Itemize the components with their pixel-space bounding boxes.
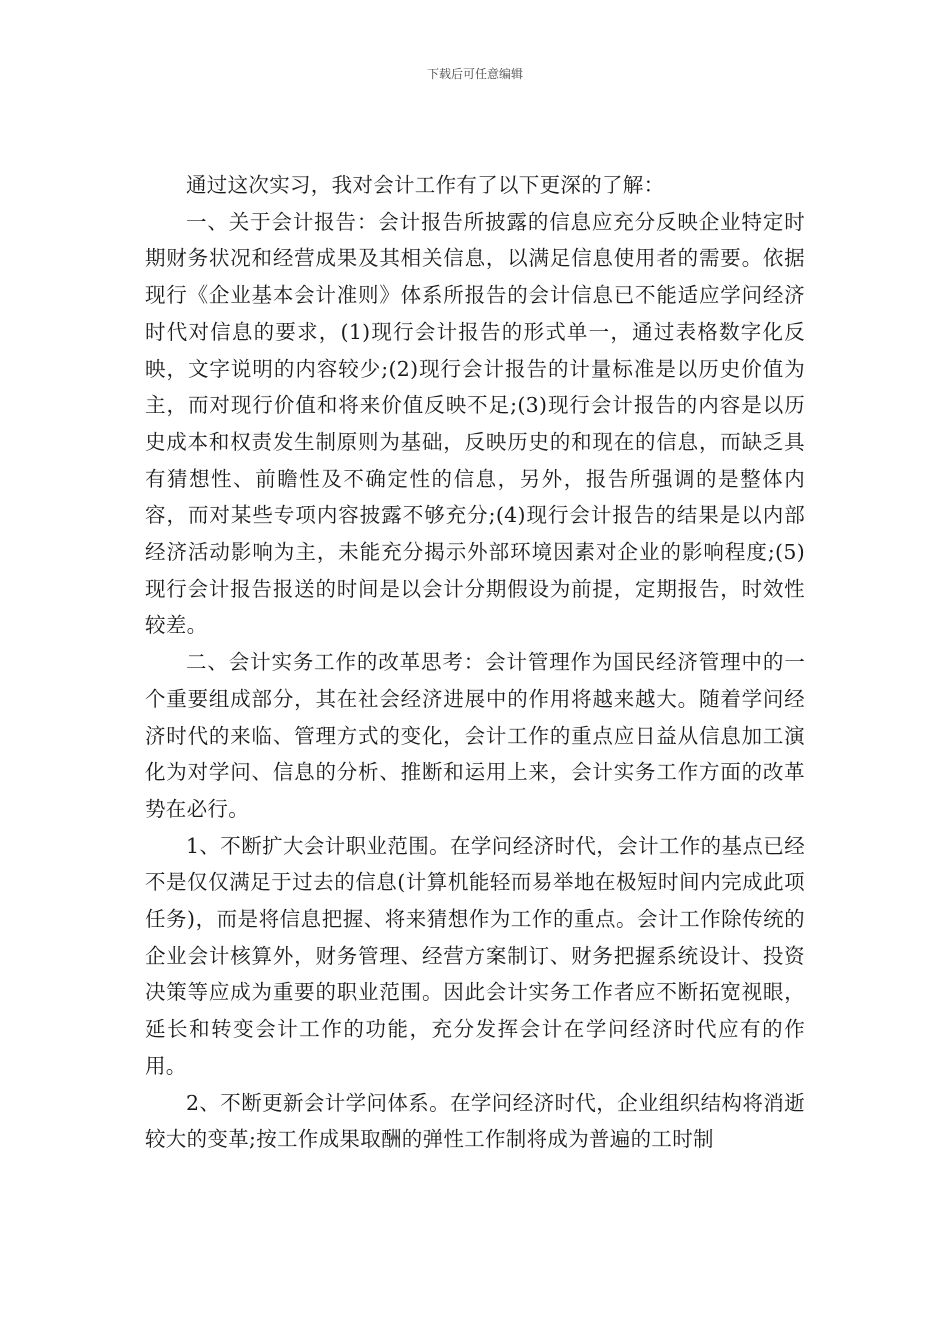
paragraph-update-knowledge: 2、不断更新会计学问体系。在学问经济时代，企业组织结构将消逝较大的变革;按工作成果取酬的弹性工作制将成为普遍的工时制 <box>145 1090 805 1152</box>
page-header: 下载后可任意编辑 <box>426 67 523 81</box>
paragraph-reform-thoughts: 二、会计实务工作的改革思考：会计管理作为国民经济管理中的一个重要组成部分，其在社会经济进展中的作用将越来越大。随着学问经济时代的来临、管理方式的变化，会计工作的重点应日益从信息加工演化为对学问、信息的分析、推断和运用上来，会计实务工作方面的改革势在必行。 <box>145 650 805 821</box>
paragraph-intro: 通过这次实习，我对会计工作有了以下更深的了解： <box>186 173 665 197</box>
document-body <box>145 167 805 1158</box>
paragraph-accounting-report: 一、关于会计报告：会计报告所披露的信息应充分反映企业特定时期财务状况和经营成果及其相关信息，以满足信息使用者的需要。依据现行《企业基本会计准则》体系所报告的会计信息已不能适应学问经济时代对信息的要求，(1)现行会计报告的形式单一，通过表格数字化反映，文字说明的内容较少;(2)现行会计报告的计量标准是以历史价值为主，而对现行价值和将来价值反映不足;(3)现行会计报告的内容是以历史成本和权责发生制原则为基础，反映历史的和现在的信息，而缺乏具有猜想性、前瞻性及不确定性的信息，另外，报告所强调的是整体内容，而对某些专项内容披露不够充分;(4)现行会计报告的结果是以内部经济活动影响为主，未能充分揭示外部环境因素对企业的影响程度;(5)现行会计报告报送的时间是以会计分期假设为前提，定期报告，时效性较差。 <box>145 209 805 638</box>
paragraph-expand-scope: 1、不断扩大会计职业范围。在学问经济时代，会计工作的基点已经不是仅仅满足于过去的信息(计算机能轻而易举地在极短时间内完成此项任务)，而是将信息把握、将来猜想作为工作的重点。会计工作除传统的企业会计核算外，财务管理、经营方案制订、财务把握系统设计、投资决策等应成为重要的职业范围。因此会计实务工作者应不断拓宽视眼，延长和转变会计工作的功能，充分发挥会计在学问经济时代应有的作用。 <box>145 833 805 1078</box>
